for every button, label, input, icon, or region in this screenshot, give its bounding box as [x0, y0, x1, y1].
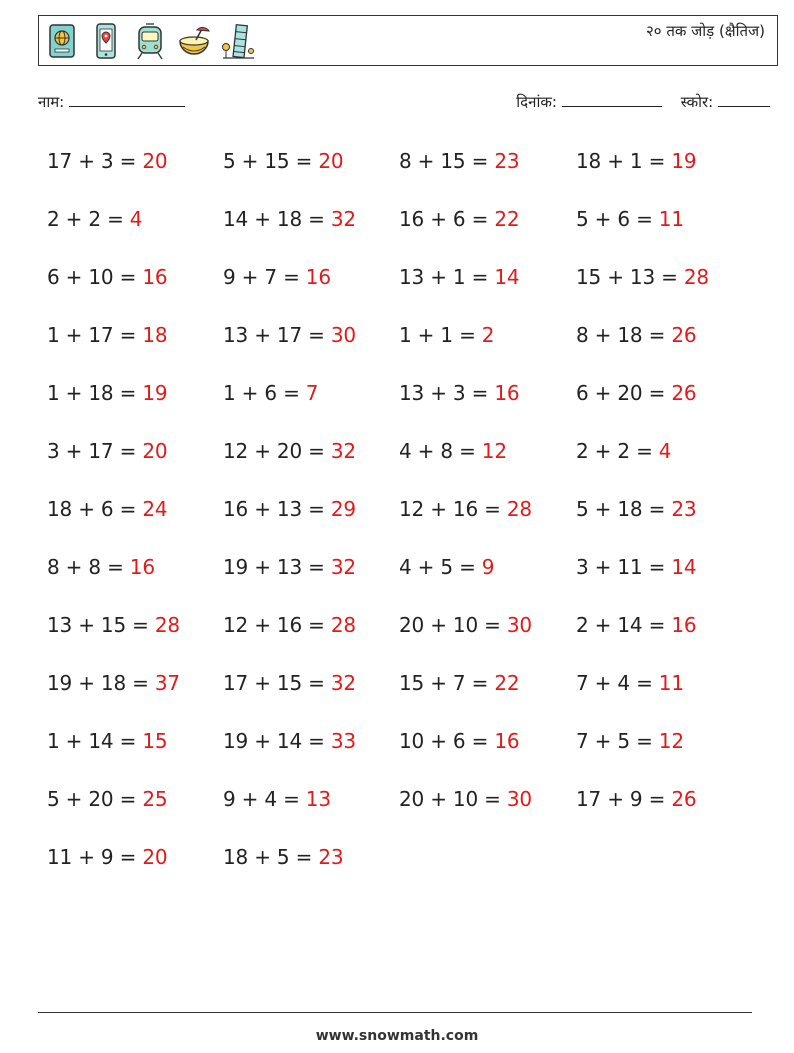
- problem-answer: 15: [142, 729, 168, 753]
- date-score-fields: [516, 92, 770, 112]
- problem-item: [223, 207, 356, 231]
- problem-equation: 17 + 3 =: [47, 149, 143, 173]
- problem-item: [223, 613, 356, 637]
- problem-equation: 13 + 3 =: [399, 381, 495, 405]
- problem-equation: 16 + 13 =: [223, 497, 331, 521]
- problem-item: [47, 265, 167, 289]
- problem-item: [223, 439, 356, 463]
- problem-equation: 14 + 18 =: [223, 207, 331, 231]
- problem-item: [47, 613, 180, 637]
- problem-item: [47, 555, 155, 579]
- problem-equation: 20 + 10 =: [399, 787, 507, 811]
- problem-answer: 28: [683, 265, 709, 289]
- problem-item: [399, 149, 519, 173]
- problem-answer: 16: [305, 265, 331, 289]
- problem-equation: 10 + 6 =: [399, 729, 495, 753]
- problem-equation: 5 + 6 =: [576, 207, 659, 231]
- problem-item: [223, 845, 343, 869]
- problem-item: [399, 439, 507, 463]
- problem-equation: 3 + 17 =: [47, 439, 143, 463]
- problem-item: [576, 323, 696, 347]
- problem-item: [47, 323, 167, 347]
- date-label: दिनांक:: [516, 93, 557, 111]
- date-blank-line[interactable]: [562, 92, 662, 107]
- problem-answer: 26: [671, 323, 697, 347]
- score-label: स्कोर:: [680, 93, 714, 111]
- problem-answer: 26: [671, 381, 697, 405]
- problem-answer: 37: [154, 671, 180, 695]
- problem-equation: 15 + 7 =: [399, 671, 495, 695]
- problem-equation: 5 + 15 =: [223, 149, 319, 173]
- problem-equation: 11 + 9 =: [47, 845, 143, 869]
- problem-answer: 30: [506, 613, 532, 637]
- header-icons: [45, 20, 255, 62]
- problem-answer: 11: [658, 207, 684, 231]
- problem-equation: 1 + 17 =: [47, 323, 143, 347]
- problem-equation: 8 + 18 =: [576, 323, 672, 347]
- problem-equation: 18 + 1 =: [576, 149, 672, 173]
- problem-equation: 19 + 13 =: [223, 555, 331, 579]
- problem-equation: 19 + 18 =: [47, 671, 155, 695]
- problem-item: [399, 207, 519, 231]
- problem-answer: 20: [142, 149, 168, 173]
- problem-equation: 1 + 6 =: [223, 381, 306, 405]
- problem-equation: 2 + 2 =: [47, 207, 130, 231]
- problem-answer: 28: [154, 613, 180, 637]
- problem-equation: 16 + 6 =: [399, 207, 495, 231]
- problem-answer: 25: [142, 787, 168, 811]
- problem-item: [47, 787, 167, 811]
- problem-item: [576, 439, 671, 463]
- problem-equation: 20 + 10 =: [399, 613, 507, 637]
- problem-equation: 18 + 5 =: [223, 845, 319, 869]
- problem-answer: 18: [142, 323, 168, 347]
- problem-item: [576, 207, 684, 231]
- problem-item: [576, 671, 684, 695]
- problem-equation: 1 + 18 =: [47, 381, 143, 405]
- problem-answer: 28: [330, 613, 356, 637]
- problem-item: [223, 265, 331, 289]
- problem-item: [399, 787, 532, 811]
- problem-answer: 4: [658, 439, 672, 463]
- problem-answer: 16: [671, 613, 697, 637]
- score-blank-line[interactable]: [718, 92, 770, 107]
- problem-answer: 24: [142, 497, 168, 521]
- footer-divider: [38, 1012, 752, 1013]
- problem-equation: 13 + 17 =: [223, 323, 331, 347]
- problem-item: [576, 613, 696, 637]
- problem-answer: 9: [481, 555, 495, 579]
- problem-answer: 11: [658, 671, 684, 695]
- problem-item: [576, 149, 696, 173]
- problem-answer: 16: [142, 265, 168, 289]
- problem-equation: 17 + 15 =: [223, 671, 331, 695]
- problem-item: [399, 613, 532, 637]
- problem-answer: 29: [330, 497, 356, 521]
- problem-item: [576, 265, 709, 289]
- problem-answer: 22: [494, 671, 520, 695]
- footer-url: www.snowmath.com: [315, 1028, 479, 1044]
- problem-answer: 32: [330, 439, 356, 463]
- problem-equation: 17 + 9 =: [576, 787, 672, 811]
- problem-equation: 13 + 15 =: [47, 613, 155, 637]
- problem-answer: 22: [494, 207, 520, 231]
- problem-answer: 32: [330, 671, 356, 695]
- problem-item: [576, 787, 696, 811]
- problem-answer: 26: [671, 787, 697, 811]
- problem-equation: 4 + 8 =: [399, 439, 482, 463]
- problem-item: [399, 555, 494, 579]
- problem-answer: 7: [305, 381, 319, 405]
- name-label: नाम:: [38, 93, 65, 111]
- problem-equation: 8 + 8 =: [47, 555, 130, 579]
- problem-answer: 30: [506, 787, 532, 811]
- problem-answer: 12: [481, 439, 507, 463]
- problem-answer: 4: [129, 207, 143, 231]
- leaning-tower-icon: [221, 21, 255, 61]
- problem-item: [223, 729, 356, 753]
- problem-answer: 30: [330, 323, 356, 347]
- problem-item: [47, 381, 167, 405]
- problem-answer: 23: [494, 149, 520, 173]
- problem-equation: 6 + 10 =: [47, 265, 143, 289]
- problem-equation: 12 + 20 =: [223, 439, 331, 463]
- problem-answer: 32: [330, 207, 356, 231]
- problem-equation: 7 + 5 =: [576, 729, 659, 753]
- problem-answer: 20: [318, 149, 344, 173]
- problem-item: [399, 265, 519, 289]
- problem-equation: 9 + 4 =: [223, 787, 306, 811]
- problem-item: [47, 845, 167, 869]
- problem-equation: 1 + 1 =: [399, 323, 482, 347]
- problem-equation: 3 + 11 =: [576, 555, 672, 579]
- problem-equation: 2 + 2 =: [576, 439, 659, 463]
- problem-answer: 16: [129, 555, 155, 579]
- worksheet-header: [38, 15, 778, 66]
- problem-item: [47, 729, 167, 753]
- problem-item: [576, 497, 696, 521]
- problem-equation: 7 + 4 =: [576, 671, 659, 695]
- problem-item: [47, 439, 167, 463]
- problem-item: [576, 555, 696, 579]
- problem-item: [223, 555, 356, 579]
- problem-equation: 15 + 13 =: [576, 265, 684, 289]
- problem-answer: 14: [494, 265, 520, 289]
- problem-item: [576, 381, 696, 405]
- passport-icon: [45, 21, 79, 61]
- problem-item: [399, 671, 519, 695]
- problem-answer: 14: [671, 555, 697, 579]
- phone-map-pin-icon: [89, 21, 123, 61]
- problem-item: [399, 381, 519, 405]
- problem-answer: 19: [671, 149, 697, 173]
- problem-item: [223, 497, 356, 521]
- coconut-drink-icon: [177, 21, 211, 61]
- problem-equation: 1 + 14 =: [47, 729, 143, 753]
- name-field: [38, 92, 185, 112]
- problem-item: [399, 323, 494, 347]
- problem-item: [47, 671, 180, 695]
- problem-answer: 13: [305, 787, 331, 811]
- problem-item: [223, 149, 343, 173]
- problem-answer: 2: [481, 323, 495, 347]
- problem-answer: 16: [494, 381, 520, 405]
- problem-item: [47, 149, 167, 173]
- problem-equation: 6 + 20 =: [576, 381, 672, 405]
- problem-answer: 23: [318, 845, 344, 869]
- name-blank-line[interactable]: [69, 92, 185, 107]
- problem-equation: 5 + 20 =: [47, 787, 143, 811]
- problem-answer: 33: [330, 729, 356, 753]
- problem-answer: 32: [330, 555, 356, 579]
- problem-equation: 13 + 1 =: [399, 265, 495, 289]
- problem-equation: 12 + 16 =: [223, 613, 331, 637]
- problem-answer: 16: [494, 729, 520, 753]
- problem-item: [223, 671, 356, 695]
- problem-equation: 9 + 7 =: [223, 265, 306, 289]
- problem-equation: 19 + 14 =: [223, 729, 331, 753]
- problem-equation: 18 + 6 =: [47, 497, 143, 521]
- problem-equation: 4 + 5 =: [399, 555, 482, 579]
- problem-equation: 8 + 15 =: [399, 149, 495, 173]
- problem-item: [223, 787, 331, 811]
- problem-answer: 12: [658, 729, 684, 753]
- problem-answer: 20: [142, 439, 168, 463]
- problem-item: [399, 497, 532, 521]
- tram-icon: [133, 21, 167, 61]
- problem-answer: 28: [506, 497, 532, 521]
- problem-equation: 5 + 18 =: [576, 497, 672, 521]
- problem-answer: 19: [142, 381, 168, 405]
- problem-equation: 12 + 16 =: [399, 497, 507, 521]
- problem-answer: 23: [671, 497, 697, 521]
- problem-item: [576, 729, 684, 753]
- problem-item: [223, 381, 318, 405]
- problem-item: [399, 729, 519, 753]
- problem-item: [47, 497, 167, 521]
- problem-item: [47, 207, 142, 231]
- problem-equation: 2 + 14 =: [576, 613, 672, 637]
- problem-answer: 20: [142, 845, 168, 869]
- problem-item: [223, 323, 356, 347]
- worksheet-title: २० तक जोड़ (क्षैतिज): [645, 22, 765, 40]
